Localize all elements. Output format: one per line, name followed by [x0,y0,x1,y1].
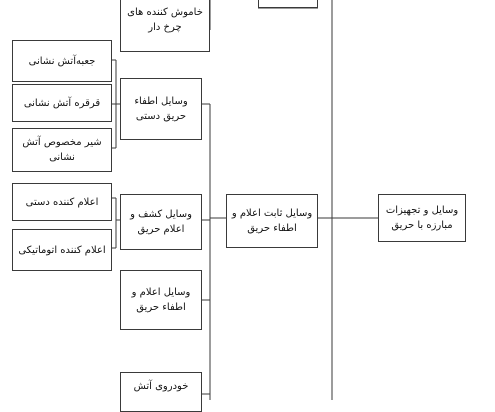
fire-box-node: جعبه‌آتش نشانی [12,40,112,82]
fire-hose-reel-node: قرقره آتش نشانی [12,84,112,122]
fixed-systems-node: وسایل ثابت اعلام و اطفاء حریق [226,194,318,248]
root-node: وسایل و تجهیزات مبارزه با حریق [378,194,466,242]
auto-alarm-node: اعلام کننده اتوماتیکی [12,229,112,271]
fire-vehicle-node: خودروی آتش [120,372,202,412]
detection-alarm-node: وسایل کشف و اعلام حریق [120,194,202,250]
alarm-extinguish-node: وسایل اعلام و اطفاء حریق [120,270,202,330]
fire-valve-node: شیر مخصوص آتش نشانی [12,128,112,172]
manual-extinguisher-node: وسایل اطفاء حریق دستی [120,78,202,140]
manual-alarm-node: اعلام کننده دستی [12,183,112,221]
rotary-extinguisher-node: خاموش کننده های چرخ دار [120,0,210,52]
top-partial-box [258,0,318,8]
